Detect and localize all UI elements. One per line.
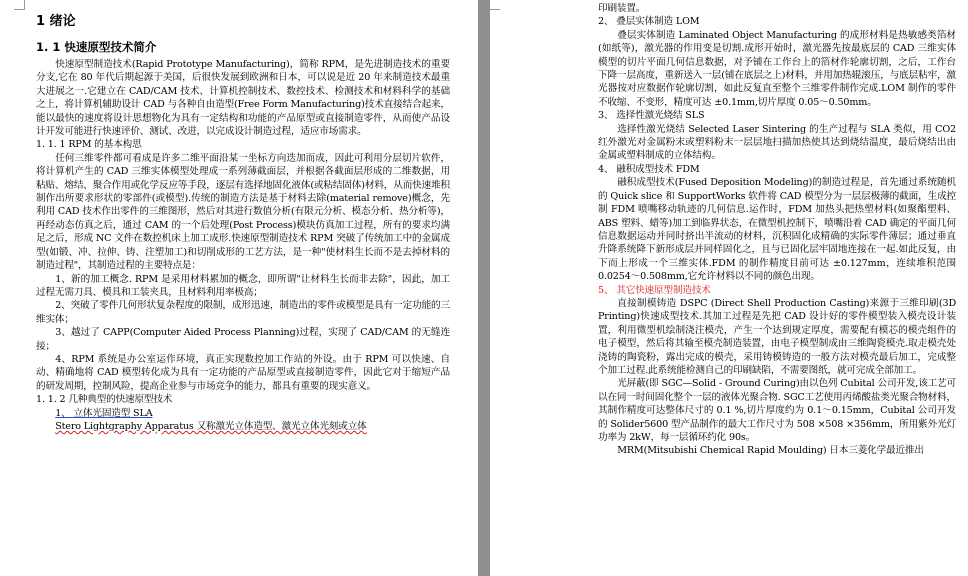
feature-point-4: 4、RPM 系统是办公室运作环境，真正实现数控加工作站的外设。由于 RPM 可以快速、自动、精确地将 CAD 模型转化成为具有一定功能的产品原型或直接制造零件，因此它对于缩短产品的研发周期，控制风险，提高企业参与市场竞争的能力，都具有重要的现实意义。	[36, 353, 450, 392]
concept-paragraph: 任何三维零件都可看成是许多二维平面沿某一坐标方向迭加而成，因此可利用分层切片软件，将计算机产生的 CAD 三维实体模型处理成一系列薄截面层，并根据各截面层形成的二维数据，用粘贴、熔结、聚合作用或化学反应等手段，逐层有选择地固化液体(或粘结固体)材料，从而快速堆积制作出所要求形状的零部件(或模型).传统的制造方法是基于材料去除(material remove)概念，先利用 CAD 技术作出零件的三维图形，然后对其进行数值分析(有限元分析、模态分析、热分析等)，再经动态仿真之后，通过 CAM 的一个后处理(Post Process)模块仿真加工过程，所有的要求均满足之后，形成 NC 文件在数控机床上加工成形.快速原型制造技术 RPM 突破了传统加工中的金属成型(如锻、冲、拉伸、铸、注塑加工)和切削成形的工艺方法，是一种"使材料生长而不是去掉材料的制造过程"，其制造过程的主要特点是：	[36, 152, 450, 272]
subsection-heading: 1. 1. 2 几种典型的快速原型技术	[36, 394, 173, 406]
fdm-heading: 4、 融积成型技术 FDM	[598, 163, 700, 175]
feature-point-2: 2、突破了零件几何形状复杂程度的限制，成形迅速，制造出的零件或模型是具有一定功能的三维实体；	[36, 300, 450, 325]
feature-point-3: 3、越过了 CAPP(Computer Aided Process Planning)过程，实现了 CAD/CAM 的无缝连接；	[36, 327, 450, 352]
document-page-right	[490, 0, 968, 576]
feature-point-1: 1、新的加工概念. RPM 是采用材料累加的概念，即所谓"让材料生长而非去除"，因此，加工过程无需刀具、模具和工装夹具，且材料利用率极高；	[36, 273, 450, 298]
sla-heading: 1、 立体光固造型 SLA	[55, 407, 153, 419]
other-tech-heading: 5、 其它快速原型制造技术	[598, 284, 711, 296]
sls-heading: 3、 选择性激光烧结 SLS	[598, 110, 705, 122]
lom-heading: 2、 叠层实体制造 LOM	[598, 16, 700, 28]
mrm-paragraph: MRM(Mitsubishi Chemical Rapid Moulding) 日本三菱化学最近推出	[617, 445, 924, 457]
subsection-heading: 1. 1. 1 RPM 的基本构思	[36, 139, 142, 151]
chapter-title: 1 绪论	[36, 14, 76, 29]
sgc-paragraph: 光屏蔽(即 SGC—Solid - Ground Curing)由以色列 Cubital 公司开发,该工艺可以在同一时间固化整个一层的液体光聚合物. SGC工艺使用丙烯酸盐类光聚合物材料，其制作精度可达整体尺寸的 0.1 %,切片厚度约为 0.1～0.15mm，Cubital 公司开发的 Solider5600 型产品制作的最大工作尺寸为 508 ×508 ×356mm，所用紫外光灯功率为 2kW，每一层循环约化 90s。	[598, 378, 956, 443]
sls-paragraph: 选择性激光烧结 Selected Laser Sintering 的生产过程与 SLA 类似，用 CO2 红外激光对金属粉末或塑料粉末一层层地扫描加热使其达到烧结温度，最后烧结出由金属或塑料制成的立体结构。	[598, 123, 956, 162]
crop-mark	[14, 0, 25, 10]
fdm-paragraph: 融积成型技术(Fused Deposition Modeling)的制造过程是，首先通过系统随机的 Quick slice 和 SupportWorks 软件将 CAD 模型分为一层层极薄的截面，生成控制 FDM 喷嘴移动轨迹的几何信息.运作时，FDM 加热头把热塑材料(如聚酯塑料、ABS 塑料、蜡等)加工到临界状态，在微型机控制下，喷嘴沿着 CAD 确定的平面几何信息数据运动并同时挤出半流动的材料，沉积固化成精确的实际零件薄层；通过垂直升降系统降下新形成层并同样固化之，且与已固化层牢固地连接在一起.如此反复，由下而上形成一个三维实体.FDM 的制作精度目前可达 ±0.127mm，连续堆积范围 0.0254～0.508mm,它允许材料以不同的颜色出现。	[598, 177, 956, 283]
lom-paragraph: 叠层实体制造 Laminated Object Manufacturing 的成形材料是热敏感类箔材(如纸等)，激光器的作用变是切割.成形开始时，激光器先按最底层的 CAD 三维实体模型的切片平面几何信息数据，对予铺在工作台上的箔材作轮廓切割，之后，工作台下降一层高度，重新送入一层(铺在底层之上)材料，并用加热辊滚压，与底层粘牢，激光器按对应数据作轮廓切割，如此反复直至整个三维零件制作完成.LOM 制作的零件不收缩、不变形，精度可达 ±0.1mm,切片厚度 0.05～0.50mm。	[598, 29, 956, 108]
sla-text: Stero Lightgraphy Apparatus 又称激光立体造型、激光立体光刻或立体	[55, 420, 367, 432]
dspc-paragraph: 直接制模铸造 DSPC (Direct Shell Production Casting)来源于三维印刷(3D Printing)快速成型技术.其加工过程是先把 CAD 设计好的零件模型装入模壳设计装置，利用微型机绘制浇注模壳，产生一个达到规定厚度，需要配有模芯的模壳组件的电子模型，然后将其输至模壳制造装置，由电子模型制成由三维陶瓷模壳.取走模壳处浇铸的陶瓷粉，露出完成的模壳，采用铸模铸造的一般方法对模壳最后加工，完成整个加工过程.此系统能检测自己的印刷缺陷，不需要图纸，就可完成全部加工。	[598, 297, 956, 376]
document-page-left	[0, 0, 478, 576]
continued-line: 印刷装置。	[598, 3, 646, 14]
crop-mark	[490, 0, 500, 10]
section-title: 1. 1 快速原型技术简介	[36, 40, 157, 54]
intro-paragraph: 快速原型制造技术(Rapid Prototype Manufacturing)，简称 RPM，是先进制造技术的重要分支,它在 80 年代后期起源于美国，后很快发展到欧洲和日本，可以说是近 20 年来制造技术最重大进展之一.它建立在 CAD/CAM 技术、计算机控制技术、数控技术、检测技术和材料科学的基础之上，将计算机辅助设计 CAD 与各种自由造型(Free Form Manufacturing)技术直接结合起来，能以最快的速度将设计思想物化为具有一定结构和功能的产品原型或直接制造零件，从而使产品设计开发可能进行快速评价、测试、改进，以完成设计制造过程，适应市场需求。	[36, 59, 450, 138]
